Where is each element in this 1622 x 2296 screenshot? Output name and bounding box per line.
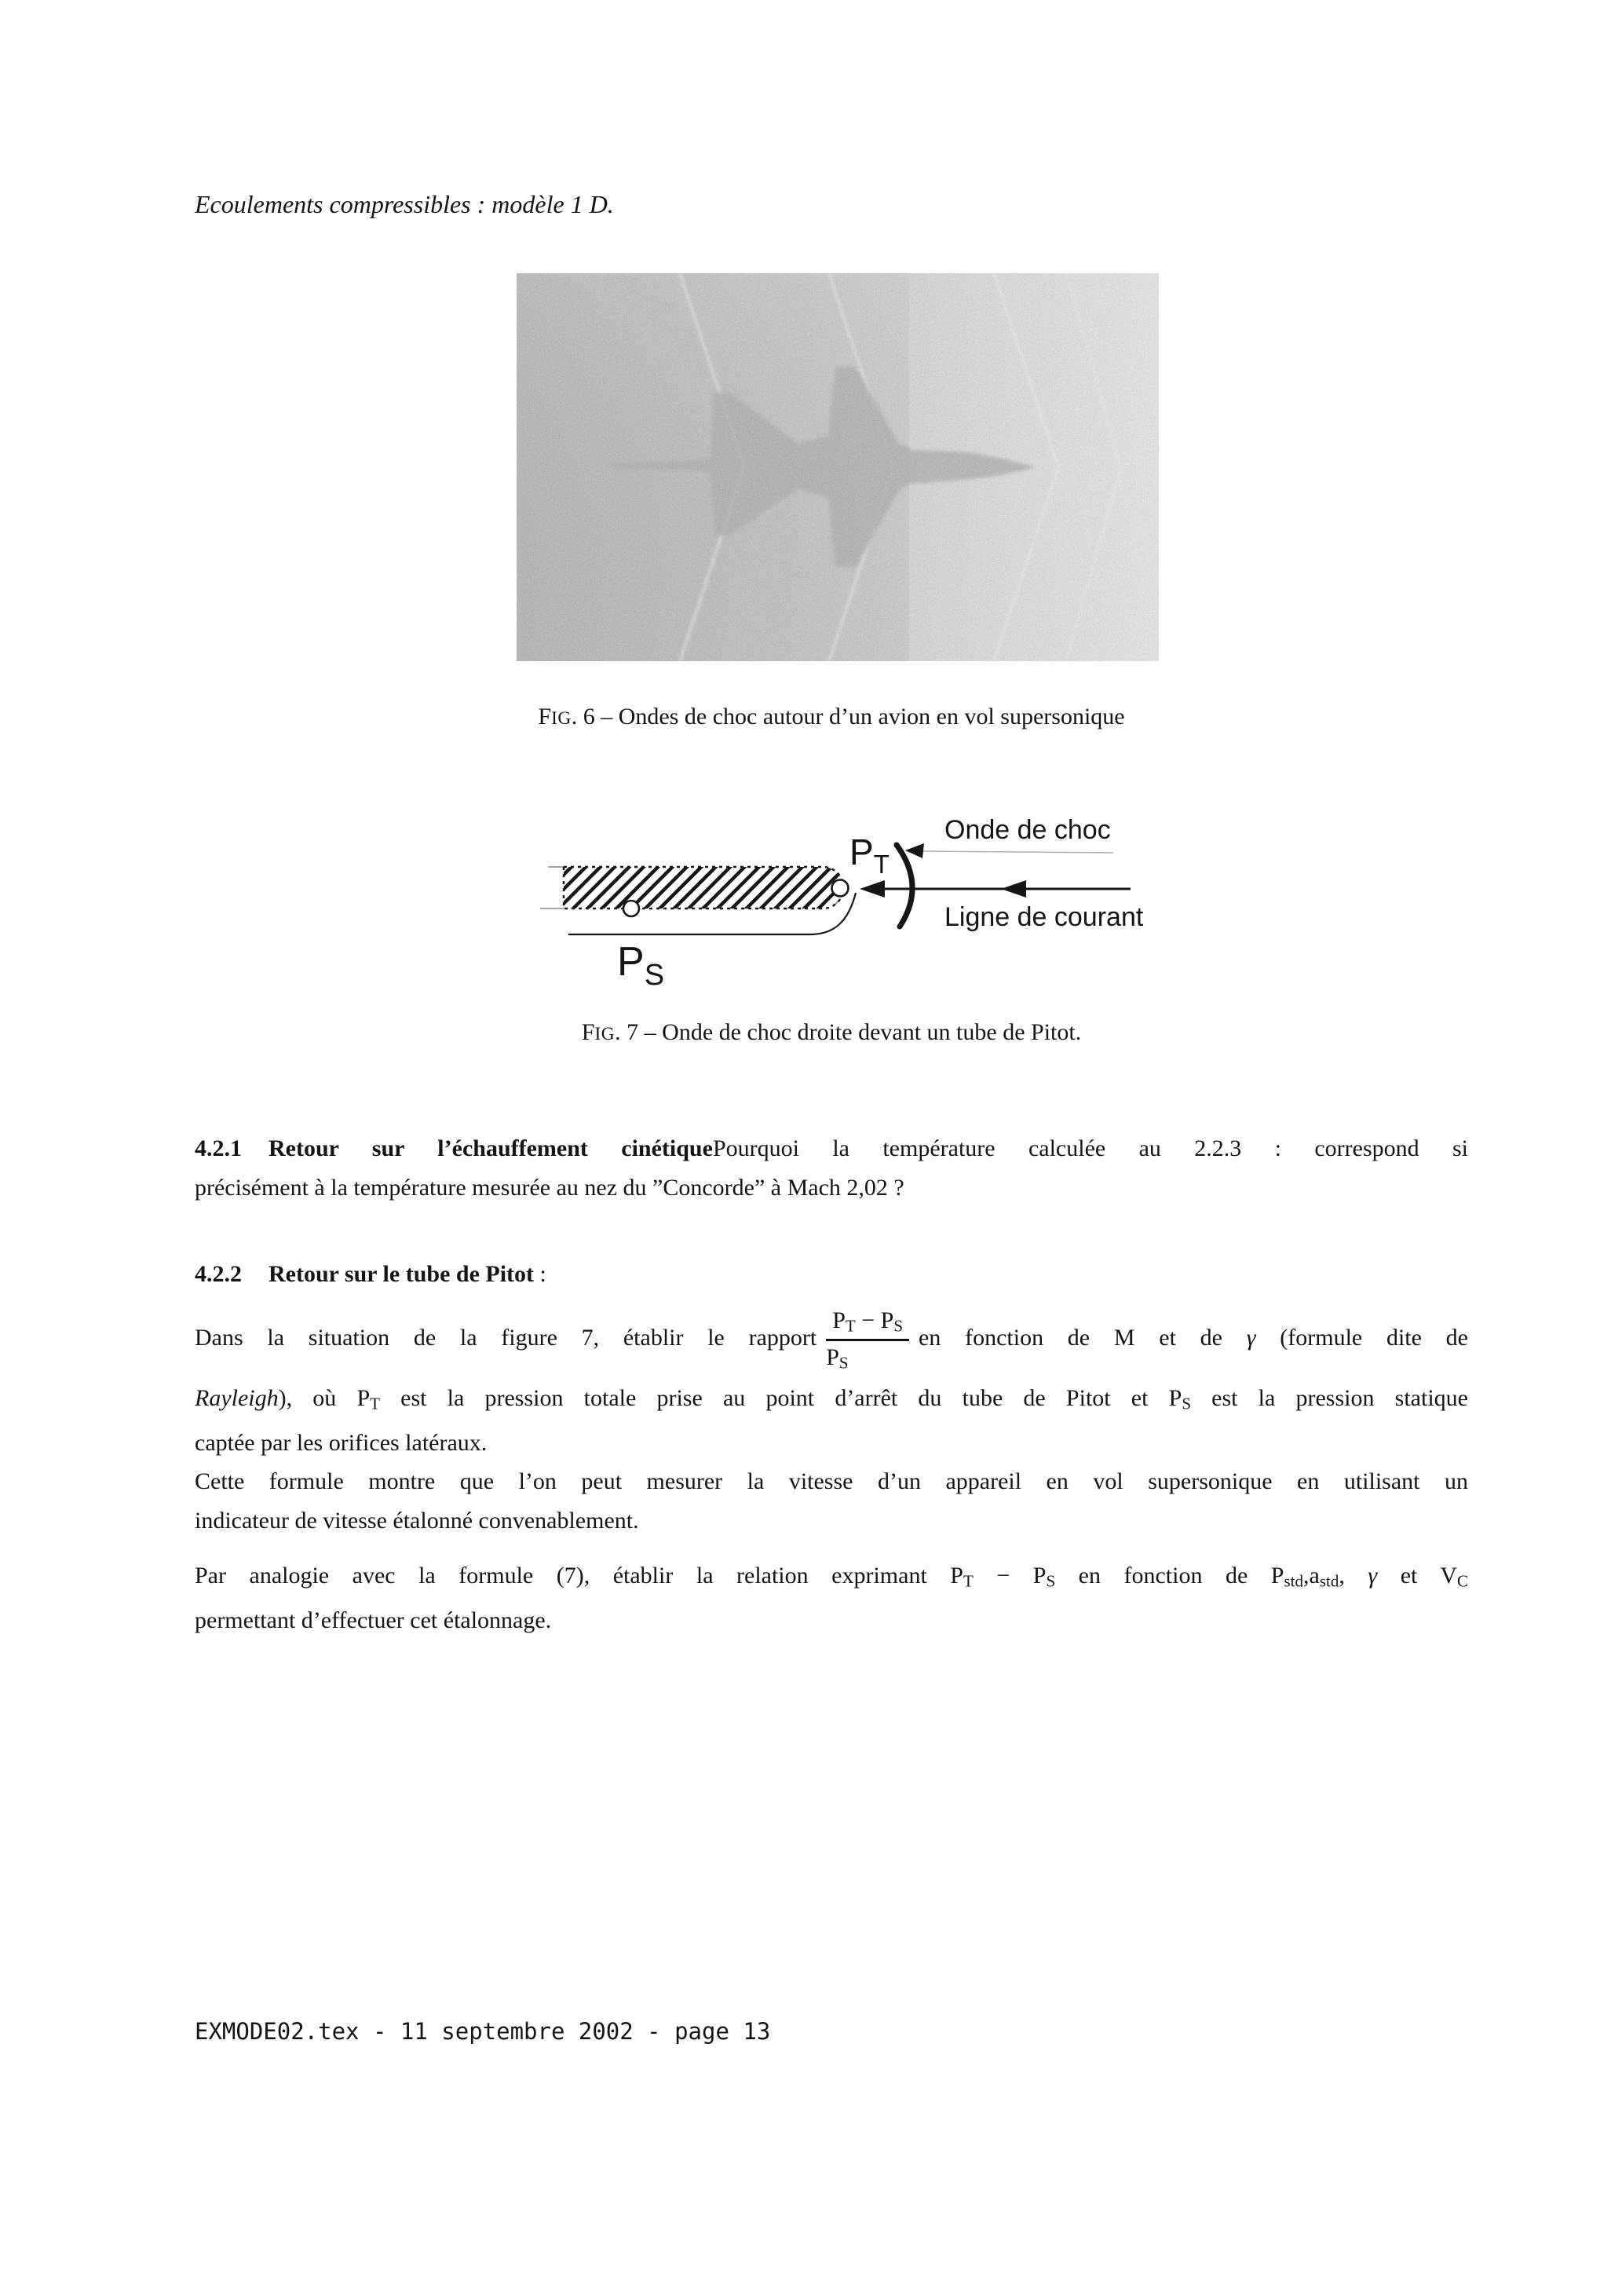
section-4-2-2-paragraph-rapport — [195, 1297, 1468, 1463]
supersonic-aircraft-photo — [517, 273, 1159, 661]
figure6-photo — [517, 273, 1159, 661]
page-header-title: Ecoulements compressibles : modèle 1 D. — [195, 190, 614, 218]
text-line: FIG. 7 – Onde de choc droite devant un tube de Pitot. — [581, 1019, 1082, 1045]
figure6-caption — [195, 697, 1468, 738]
math-fraction: $\frac{PT - PS}{PS}$ — [826, 1307, 909, 1373]
text-line: 4.2.2 Retour sur le tube de Pitot : — [195, 1261, 546, 1287]
shock-leader-arrowhead-icon — [905, 843, 924, 858]
figure7-caption — [195, 1013, 1468, 1054]
text-line: Par analogie avec la formule (7), établir la relation exprimant PT − PS en fonction de Pstd,astd, γ et VC — [195, 1563, 1469, 1591]
text-line: Dans la situation de la figure 7, établir le rapport $\frac{PT - PS}{PS}$ en fonction de M et de γ (formule dite de — [195, 1307, 1469, 1373]
text-line: permettant d’effectuer cet étalonnage. — [195, 1607, 552, 1633]
text-line: Rayleigh), où PT est la pression totale prise au point d’arrêt du tube de Pitot et PS est la pression statique — [195, 1385, 1468, 1413]
text-line: FIG. 6 – Ondes de choc autour d’un avion en vol supersonique — [538, 704, 1125, 729]
section-4-2-1-paragraph — [195, 1129, 1468, 1208]
label-static-pressure: $P_S$ — [617, 939, 665, 992]
text-line: indicateur de vitesse étalonné convenablement. — [195, 1508, 639, 1534]
pitot-tube — [564, 867, 844, 909]
photo-film-grain — [517, 273, 1159, 661]
shock-leader-line — [923, 851, 1113, 853]
section-4-2-2-paragraph-analogie — [195, 1556, 1468, 1640]
section-4-2-2-heading — [195, 1255, 1468, 1294]
label-total-pressure: $P_T$ — [849, 832, 890, 879]
label-shock-wave: Onde de choc — [944, 815, 1111, 845]
pitot-tube-diagram — [534, 801, 1162, 993]
streamline-arrowhead-icon — [860, 880, 885, 898]
bow-shock-arc — [897, 845, 912, 927]
section-4-2-2-paragraph-formule — [195, 1462, 1468, 1541]
streamline-arrowhead-icon — [1001, 880, 1026, 898]
text-line: captée par les orifices latéraux. — [195, 1429, 488, 1456]
text-line: 4.2.1 Retour sur l’échauffement cinétiquePourquoi la température calculée au 2.2.3 : correspond si — [195, 1135, 1468, 1161]
page-footer: EXMODE02.tex - 11 septembre 2002 - page 13 — [195, 2018, 771, 2045]
total-pressure-orifice — [832, 880, 849, 897]
label-streamline: Ligne de courant — [944, 902, 1144, 932]
figure7-diagram — [534, 801, 1162, 993]
text-line: Cette formule montre que l’on peut mesurer la vitesse d’un appareil en vol supersonique en utilisant un — [195, 1468, 1468, 1494]
static-pressure-orifice — [623, 901, 639, 916]
text-line: précisément à la température mesurée au nez du ”Concorde” à Mach 2,02 ? — [195, 1175, 904, 1201]
